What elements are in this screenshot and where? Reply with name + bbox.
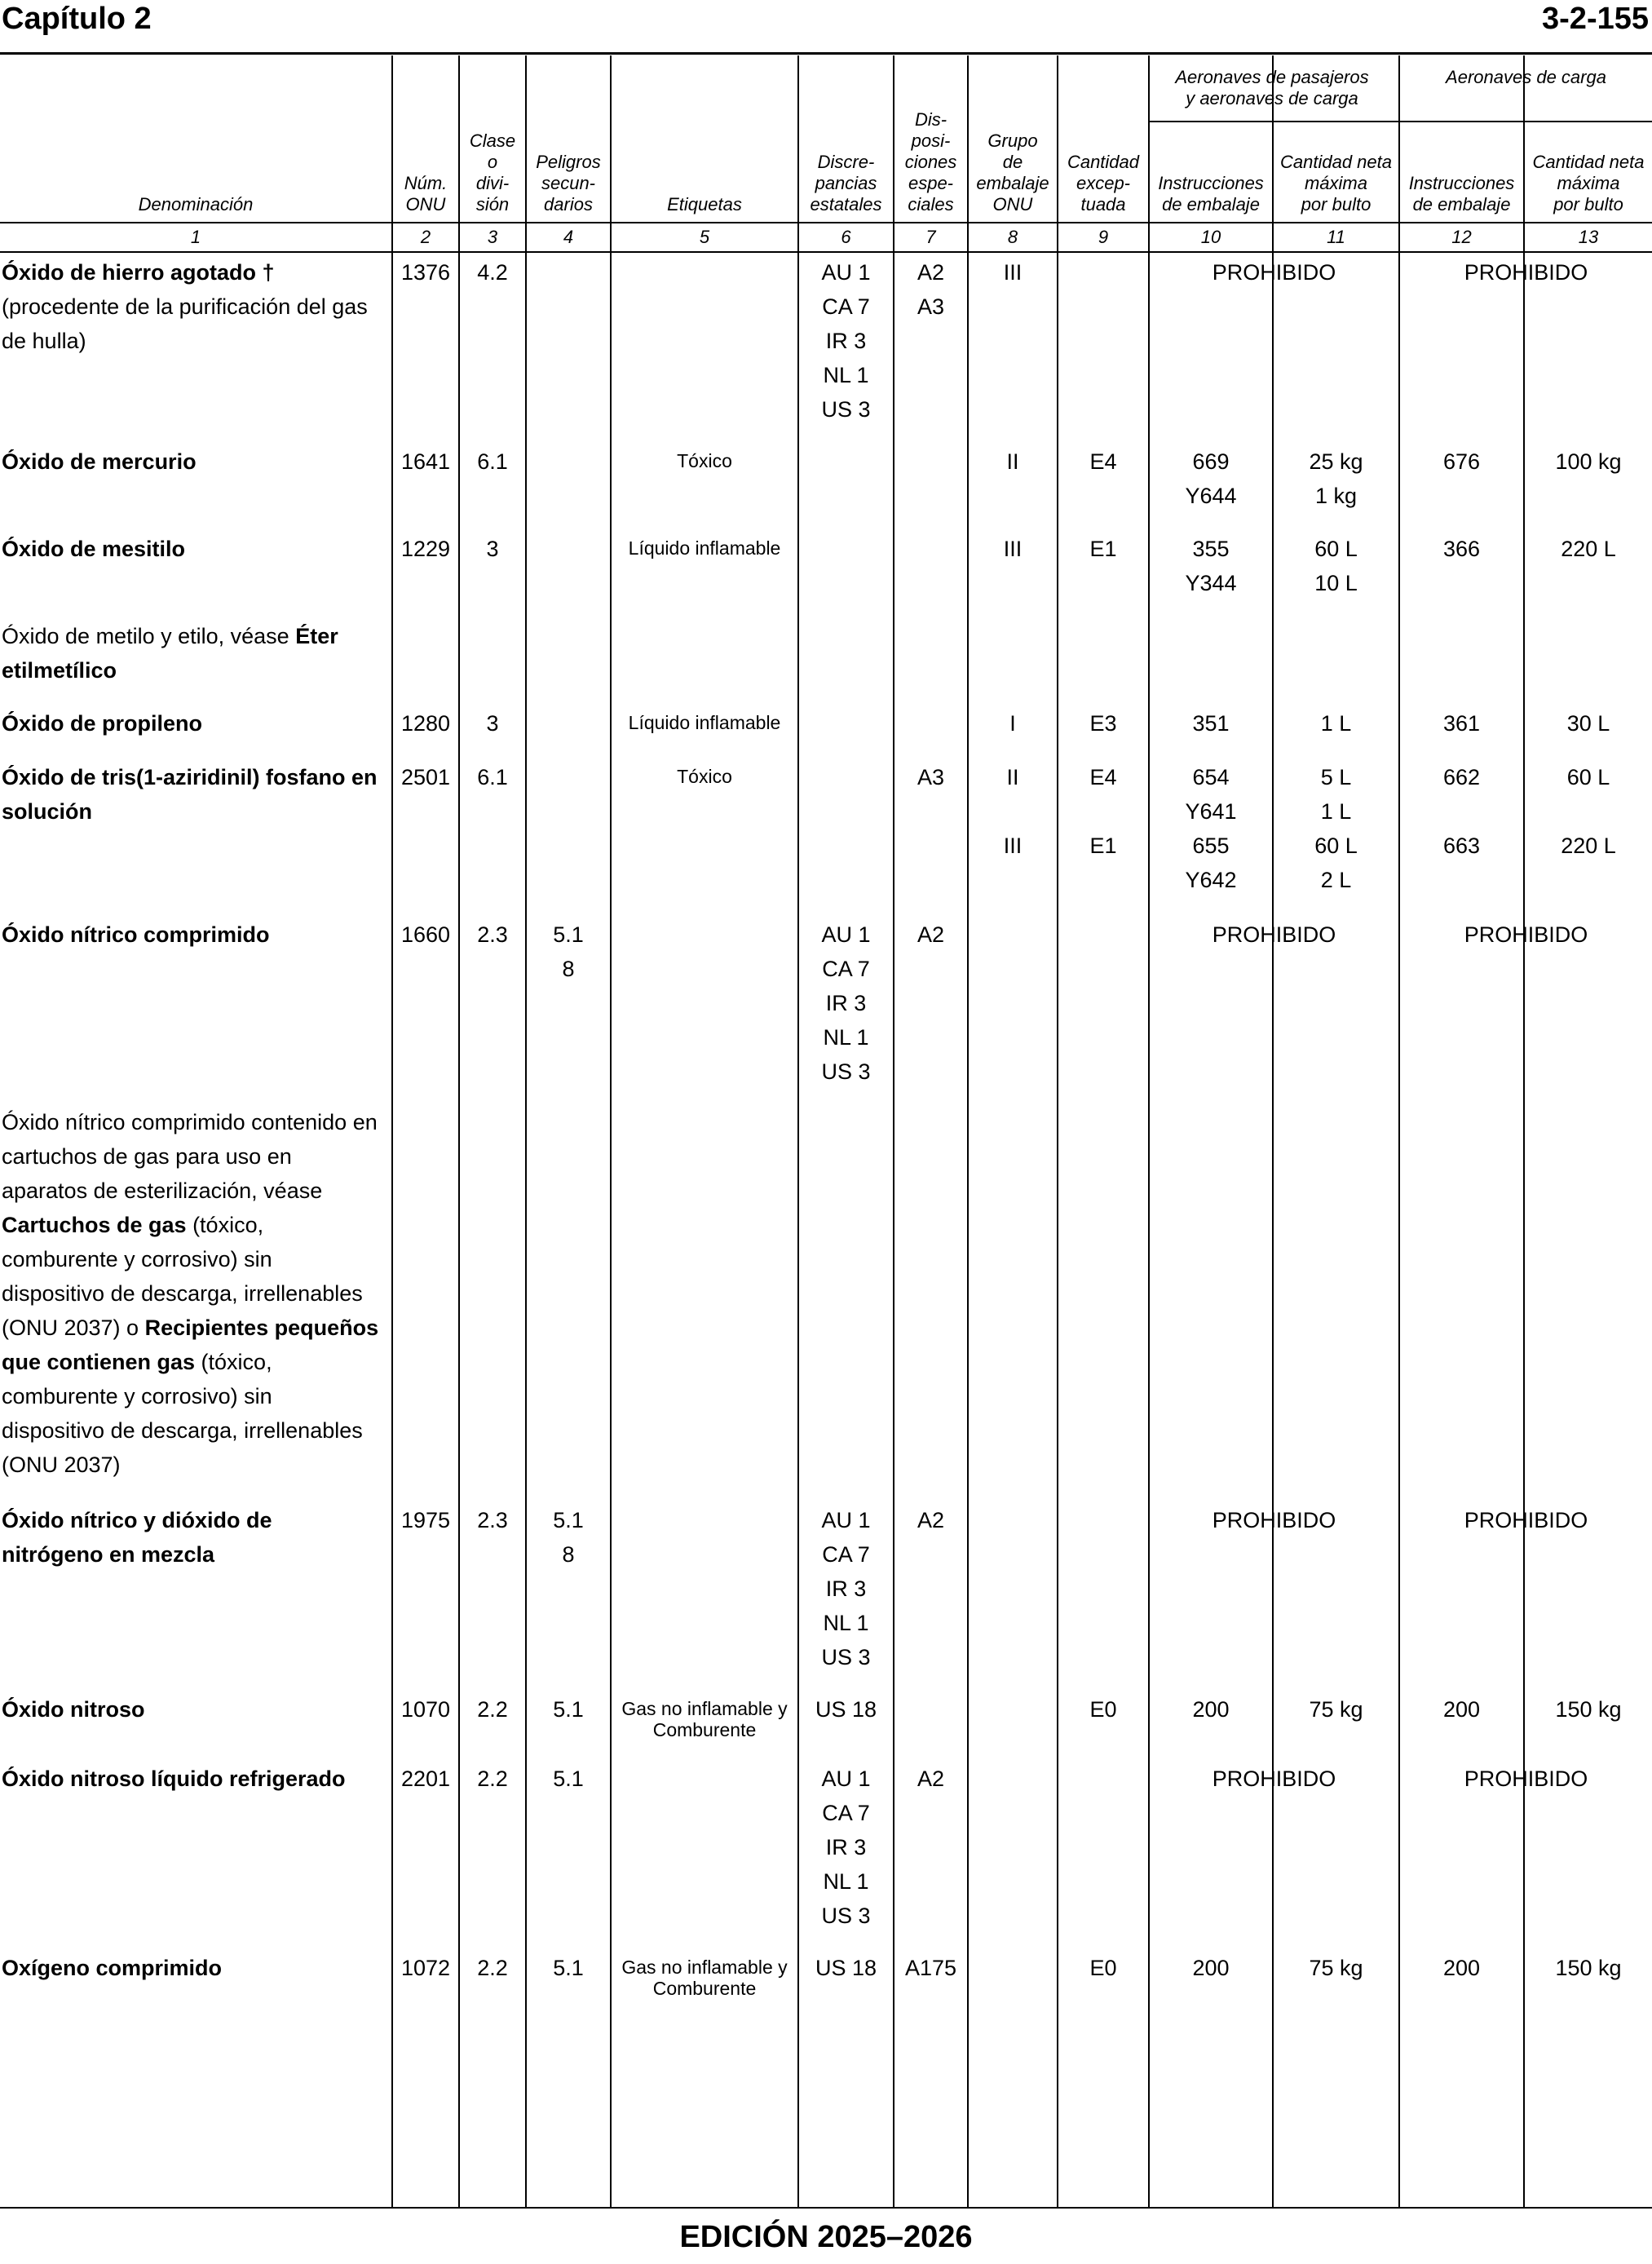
col-divider [1272,55,1274,2209]
col-divider [1398,55,1400,2209]
header-rule [0,222,1652,223]
un-number: 1280 [400,711,451,736]
packing-group: III [1003,537,1023,561]
packing-instruction-pax: 351 [1192,711,1230,736]
column-number: 6 [841,227,851,247]
packing-instruction-pax: 200 [1192,1697,1230,1722]
entry-name: Óxido nitroso [2,1697,145,1722]
un-number: 2501 [400,765,451,789]
col-header-labels: Etiquetas [667,194,742,214]
un-number: 1376 [400,260,451,285]
state-variations: AU 1 CA 7 IR 3 NL 1 US 3 [821,1767,871,1928]
packing-group: II [1006,449,1019,474]
prohibited-cargo: PROHIBIDO [1464,260,1588,285]
hazard-label: Tóxico [677,766,732,787]
column-number-rule [0,251,1652,253]
packing-instruction-cargo: 200 [1442,1697,1481,1722]
group-header-rule [1148,121,1652,122]
un-number: 1641 [400,449,451,474]
max-qty-cargo: 150 kg [1555,1956,1622,1980]
hazard-class: 2.2 [477,1767,508,1791]
secondary-hazards: 5.1 [553,1697,584,1722]
packing-instruction-cargo: 200 [1442,1956,1481,1980]
packing-instruction-pax: 200 [1192,1956,1230,1980]
entry-name: Óxido de mercurio [2,449,197,474]
prohibited-pax: PROHIBIDO [1212,1767,1336,1791]
hazard-class: 3 [486,537,499,561]
col-header-un: Núm. ONU [404,173,448,214]
prohibited-pax: PROHIBIDO [1212,922,1336,947]
state-variations: US 18 [815,1697,877,1722]
entry-name: Oxígeno comprimido [2,1956,223,1980]
chapter-title: Capítulo 2 [2,2,152,36]
max-qty-cargo: 150 kg [1555,1697,1622,1722]
column-number: 13 [1578,227,1599,247]
prohibited-pax: PROHIBIDO [1212,260,1336,285]
col-header-pi-pax: Instrucciones de embalaje [1158,173,1264,214]
hazard-label: Tóxico [677,450,732,471]
special-provisions: A3 [917,765,945,789]
hazard-class: 3 [486,711,499,736]
prohibited-cargo: PROHIBIDO [1464,1508,1588,1532]
max-qty-pax: 75 kg [1309,1956,1363,1980]
column-number: 9 [1098,227,1109,247]
page-number: 3-2-155 [1542,2,1649,36]
entry-name: Óxido de hierro agotado † (procedente de la purificación del gas de hulla) [2,260,368,353]
column-number: 11 [1327,227,1345,247]
col-header-secondary: Peligros secun- darios [536,152,601,214]
col-header-excepted-qty: Cantidad excep- tuada [1067,152,1140,214]
special-provisions: A2 [917,922,945,947]
hazard-class: 2.3 [477,922,508,947]
col-divider [610,55,612,2209]
hazard-label: Gas no inflamable y Comburente [621,1698,788,1740]
hazard-class: 6.1 [477,449,508,474]
prohibited-cargo: PROHIBIDO [1464,1767,1588,1791]
col-header-denominacion: Denominación [138,194,254,214]
max-qty-cargo: 100 kg [1555,449,1622,474]
max-qty-cargo: 30 L [1566,711,1610,736]
secondary-hazards: 5.1 8 [553,1508,584,1567]
prohibited-pax: PROHIBIDO [1212,1508,1336,1532]
table-bottom-rule [0,2207,1652,2209]
col-header-pi-cargo: Instrucciones de embalaje [1408,173,1515,214]
special-provisions: A2 [917,1508,945,1532]
un-number: 1072 [400,1956,451,1980]
un-number: 2201 [400,1767,451,1791]
secondary-hazards: 5.1 [553,1767,584,1791]
state-variations: AU 1 CA 7 IR 3 NL 1 US 3 [821,922,871,1084]
column-number: 8 [1007,227,1018,247]
packing-instruction-cargo: 662 663 [1442,765,1481,858]
column-number: 7 [925,227,936,247]
state-variations: AU 1 CA 7 IR 3 NL 1 US 3 [821,1508,871,1669]
state-variations: US 18 [815,1956,877,1980]
cross-reference: Óxido nítrico comprimido contenido en cartuchos de gas para uso en aparatos de esterilización, véase Cartuchos de gas (tóxico, comburente y corrosivo) sin dispositivo de descarga, irrellenables (ONU 2037) o Recipientes pequeños que contienen gas (tóxico, comburente y corrosivo) sin dispositivo de descarga, irrellenables (ONU 2037) [2,1110,379,1477]
col-header-qty-cargo: Cantidad neta máxima por bulto [1532,152,1645,214]
packing-group: I [1009,711,1016,736]
col-divider [967,55,969,2209]
state-variations: AU 1 CA 7 IR 3 NL 1 US 3 [821,260,871,422]
packing-instruction-pax: 654 Y641 655 Y642 [1185,765,1237,892]
un-number: 1975 [400,1508,451,1532]
hazard-class: 6.1 [477,765,508,789]
packing-instruction-cargo: 366 [1442,537,1481,561]
column-number: 3 [487,227,498,247]
packing-group: II III [1003,765,1023,858]
hazard-class: 2.3 [477,1508,508,1532]
entry-name: Óxido nítrico y dióxido de nitrógeno en mezcla [2,1508,272,1567]
un-number: 1660 [400,922,451,947]
column-number: 2 [420,227,431,247]
group-header-passenger: Aeronaves de pasajeros y aeronaves de carga [1175,67,1369,108]
excepted-qty: E1 [1089,537,1117,561]
page-header [0,0,1652,55]
column-number: 12 [1451,227,1472,247]
col-divider [1523,55,1525,2209]
packing-instruction-pax: 355 Y344 [1185,537,1237,595]
hazard-class: 2.2 [477,1956,508,1980]
excepted-qty: E3 [1089,711,1117,736]
special-provisions: A2 [917,1767,945,1791]
edition-footer: EDICIÓN 2025–2026 [679,2220,973,2254]
col-header-qty-pax: Cantidad neta máxima por bulto [1280,152,1392,214]
entry-name: Óxido de tris(1-aziridinil) fosfano en solución [2,765,378,824]
hazard-class: 2.2 [477,1697,508,1722]
un-number: 1070 [400,1697,451,1722]
max-qty-cargo: 60 L 220 L [1561,765,1616,858]
max-qty-cargo: 220 L [1561,537,1616,561]
special-provisions: A175 [904,1956,957,1980]
column-number: 4 [563,227,574,247]
max-qty-pax: 25 kg 1 kg [1309,449,1363,508]
col-divider [458,55,460,2209]
col-divider [525,55,527,2209]
max-qty-pax: 5 L 1 L 60 L 2 L [1314,765,1358,892]
excepted-qty: E0 [1089,1697,1117,1722]
col-divider [893,55,894,2209]
group-header-cargo: Aeronaves de carga [1446,67,1606,87]
packing-instruction-pax: 669 Y644 [1185,449,1237,508]
max-qty-pax: 75 kg [1309,1697,1363,1722]
col-header-special-provisions: Dis- posi- ciones espe- ciales [904,109,957,214]
max-qty-pax: 60 L 10 L [1314,537,1358,595]
col-divider [391,55,393,2209]
col-header-state-variations: Discre- pancias estatales [810,152,882,214]
col-divider [1057,55,1058,2209]
col-header-class: Clase o divi- sión [469,130,516,214]
col-header-packing-group: Grupo de embalaje ONU [976,130,1049,214]
cross-reference: Óxido de metilo y etilo, véase Éter etilmetílico [2,624,338,683]
excepted-qty: E0 [1089,1956,1117,1980]
hazard-label: Líquido inflamable [628,537,781,559]
prohibited-cargo: PROHIBIDO [1464,922,1588,947]
entry-name: Óxido de mesitilo [2,537,186,561]
column-number: 5 [699,227,710,247]
hazard-label: Gas no inflamable y Comburente [621,1957,788,1999]
column-number: 10 [1200,227,1221,247]
secondary-hazards: 5.1 8 [553,922,584,981]
max-qty-pax: 1 L [1320,711,1352,736]
entry-name: Óxido nítrico comprimido [2,922,270,947]
packing-group: III [1003,260,1023,285]
hazard-class: 4.2 [477,260,508,285]
excepted-qty: E4 [1089,449,1117,474]
packing-instruction-cargo: 676 [1442,449,1481,474]
un-number: 1229 [400,537,451,561]
entry-name: Óxido nitroso líquido refrigerado [2,1767,346,1791]
hazard-label: Líquido inflamable [628,712,781,733]
excepted-qty: E4 E1 [1089,765,1117,858]
special-provisions: A2 A3 [917,260,945,319]
secondary-hazards: 5.1 [553,1956,584,1980]
col-divider [1148,55,1150,2209]
entry-name: Óxido de propileno [2,711,203,736]
packing-instruction-cargo: 361 [1442,711,1481,736]
column-number: 1 [190,227,201,247]
